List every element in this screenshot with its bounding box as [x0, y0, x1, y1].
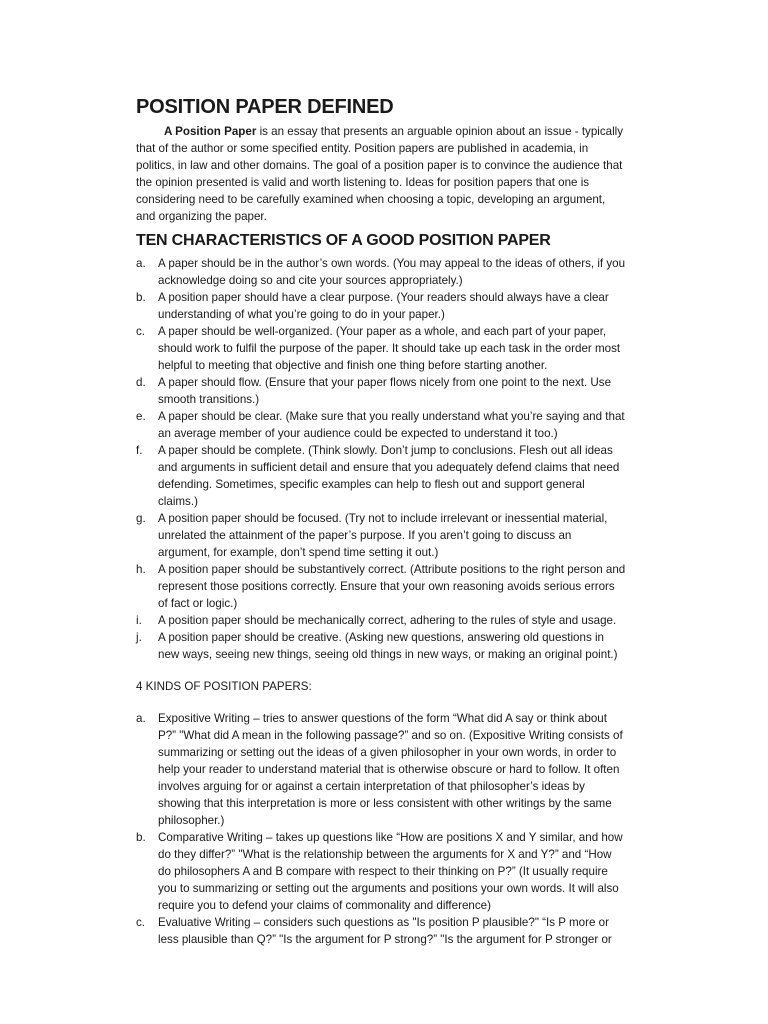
characteristic-item	[136, 408, 626, 442]
list-marker: a.	[136, 257, 146, 270]
list-item-text: Evaluative Writing – considers such questions as "Is position P plausible?" “Is P more or less plausible than Q?” "Is the argument for P strong?” "Is the argument for P stronger or	[158, 916, 612, 946]
list-item-text: A position paper should be focused. (Try not to include irrelevant or inessential material, unrelated the attainment of the paper’s purpose. If you aren’t going to discuss an argument, for example, don’t spend time setting it out.)	[158, 512, 608, 559]
list-marker: g.	[136, 512, 146, 525]
list-marker: c.	[136, 325, 146, 338]
document-page	[136, 95, 626, 948]
list-item-text: A paper should be in the author’s own words. (You may appeal to the ideas of others, if you acknowledge doing so and cite your sources appropriately.)	[158, 257, 626, 287]
characteristic-item	[136, 255, 626, 289]
characteristic-item	[136, 289, 626, 323]
list-item-text: A position paper should be creative. (Asking new questions, answering old questions in new ways, seeing new things, seeing old things in new ways, or making an original point.)	[158, 631, 618, 661]
kinds-heading: 4 KINDS OF POSITION PAPERS:	[136, 680, 312, 693]
list-item-text: A position paper should have a clear purpose. (Your readers should always have a clear understanding of what you’re going to do in your paper.)	[158, 291, 609, 321]
kind-item	[136, 829, 626, 914]
list-marker: j.	[136, 631, 142, 644]
list-item-text: A paper should flow. (Ensure that your paper flows nicely from one point to the next. Use smooth transitions.)	[158, 376, 612, 406]
list-item-text: Expositive Writing – tries to answer questions of the form “What did A say or think about P?” "What did A mean in the following passage?” and so on. (Expositive Writing consists of summarizing or setting out the ideas of a given philosopher in your own words, in order to help your reader to understand material that is otherwise obscure or hard to follow. It often involves arguing for or against a certain interpretation of that philosopher’s ideas by showing that this interpretation is more or less consistent with other writings by the same philosopher.)	[158, 712, 623, 827]
characteristic-item	[136, 374, 626, 408]
list-item-text: Comparative Writing – takes up questions like “How are positions X and Y similar, and how do they differ?” "What is the relationship between the arguments for X and Y?” and “How do philosophers A and B compare with respect to their thinking on P?” (It usually require you to summarizing or setting out the arguments and positions your own words. It will also require you to defend your claims of commonality and difference)	[158, 831, 623, 912]
kind-item	[136, 710, 626, 829]
kind-item	[136, 914, 626, 948]
list-marker: d.	[136, 376, 146, 389]
list-marker: a.	[136, 712, 146, 725]
characteristic-item	[136, 442, 626, 510]
list-marker: i.	[136, 614, 142, 627]
list-marker: b.	[136, 831, 146, 844]
list-item-text: A paper should be well-organized. (Your paper as a whole, and each part of your paper, should work to fulfil the purpose of the paper. It should take up each task in the order most helpful to meeting that objective and finish one thing before starting another.	[158, 325, 621, 372]
characteristic-item	[136, 629, 626, 663]
list-item-text: A paper should be complete. (Think slowly. Don’t jump to conclusions. Flesh out all ideas and arguments in sufficient detail and ensure that you adequately defend claims that need defending. Sometimes, specific examples can help to flesh out and support general claims.)	[158, 444, 620, 508]
characteristic-item	[136, 510, 626, 561]
characteristics-heading: TEN CHARACTERISTICS OF A GOOD POSITION PAPER	[136, 232, 551, 249]
list-item-text: A paper should be clear. (Make sure that you really understand what you’re saying and that an average member of your audience could be expected to understand it too.)	[158, 410, 625, 440]
kinds-list	[136, 710, 626, 948]
page-title: POSITION PAPER DEFINED	[136, 96, 394, 118]
list-marker: f.	[136, 444, 143, 457]
characteristics-list	[136, 255, 626, 663]
list-marker: h.	[136, 563, 146, 576]
list-marker: c.	[136, 916, 146, 929]
intro-term: A Position Paper	[164, 125, 257, 138]
list-item-text: A position paper should be mechanically correct, adhering to the rules of style and usage.	[158, 614, 617, 627]
characteristic-item	[136, 612, 626, 629]
characteristic-item	[136, 323, 626, 374]
list-marker: e.	[136, 410, 146, 423]
characteristic-item	[136, 561, 626, 612]
list-marker: b.	[136, 291, 146, 304]
list-item-text: A position paper should be substantively correct. (Attribute positions to the right person and represent those positions correctly. Ensure that your own reasoning avoids serious errors of fact or logic.)	[158, 563, 626, 610]
intro-text: is an essay that presents an arguable opinion about an issue - typically that of the author or some specified entity. Position papers are published in academia, in politics, in law and other domains. The goal of a position paper is to convince the audience that the opinion presented is valid and worth listening to. Ideas for position papers that one is considering need to be carefully examined when choosing a topic, developing an argument, and organizing the paper.	[136, 125, 624, 223]
intro-paragraph	[136, 123, 626, 225]
